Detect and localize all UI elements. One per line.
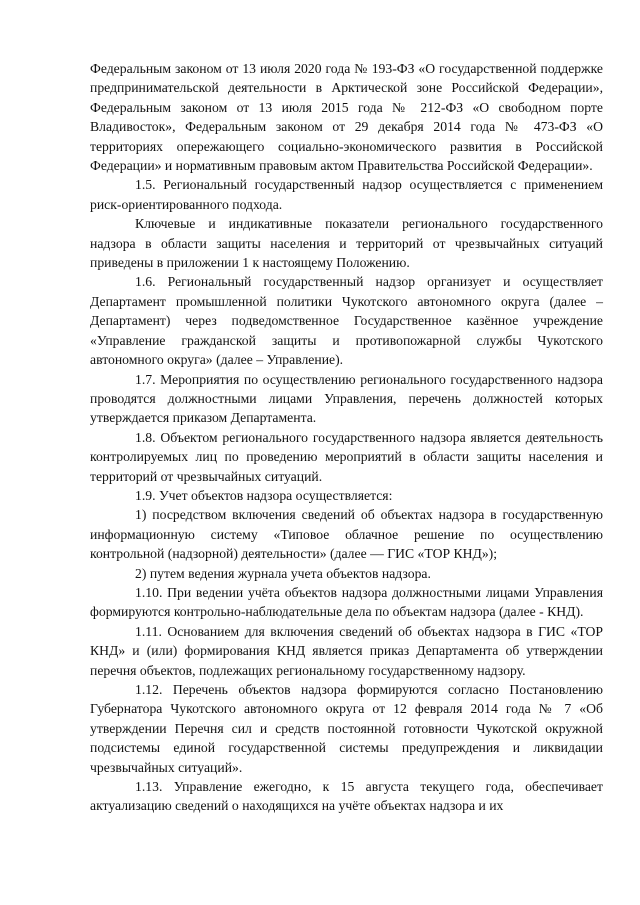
paragraph-1-13: 1.13. Управление ежегодно, к 15 августа текущего года, обеспечивает актуализацию сведений о находящихся на учёте объектах надзора и их [90,779,603,814]
paragraph-1-12: 1.12. Перечень объектов надзора формируются согласно Постановлению Губернатора Чукотского автономного округа от 12 февраля 2014 года № 7 «Об утверждении Перечня сил и средств постоянной готовности Чукотской окружной подсистемы единой государственной системы предупреждения и ликвидации чрезвычайных ситуаций». [90,682,603,775]
paragraph-key-indicators: Ключевые и индикативные показатели регионального государственного надзора в области защиты населения и территорий от чрезвычайных ситуаций приведены в приложении 1 к настоящему Положению. [90,216,603,271]
paragraph-1-5: 1.5. Региональный государственный надзор осуществляется с применением риск-ориентированного подхода. [90,177,603,212]
paragraph-1-7: 1.7. Мероприятия по осуществлению регионального государственного надзора проводятся должностными лицами Управления, перечень должностей которых утверждается приказом Департамента. [90,371,603,426]
document-page [90,59,603,816]
paragraph-1-10: 1.10. При ведении учёта объектов надзора должностными лицами Управления формируются контрольно-наблюдательные дела по объектам надзора (далее - КНД). [90,584,603,620]
paragraph-1-8: 1.8. Объектом регионального государственного надзора является деятельность контролируемых лиц по проведению мероприятий в области защиты населения и территорий от чрезвычайных ситуаций. [90,429,603,484]
paragraph-1-9-1: 1) посредством включения сведений об объектах надзора в государственную информационную систему «Типовое облачное решение по осуществлению контрольной (надзорной) деятельности» (далее — ГИС «ТОР КНД»); [90,507,603,562]
paragraph-1-9: 1.9. Учет объектов надзора осуществляется: [135,487,393,503]
paragraph-intro-continuation: Федеральным законом от 13 июля 2020 года № 193-ФЗ «О государственной поддержке предпринимательской деятельности в Арктической зоне Российской Федерации», Федеральным законом от 13 июля 2015 года № 212-ФЗ «О свободном порте Владивосток», Федеральным законом от 29 декабря 2014 года № 473-ФЗ «О территориях опережающего социально-экономического развития в Российской Федерации» и нормативным правовым актом Правительства Российской Федерации». [90,61,603,174]
paragraph-1-11: 1.11. Основанием для включения сведений об объектах надзора в ГИС «ТОР КНД» и (или) формирования КНД является приказ Департамента об утверждении перечня объектов, подлежащих региональному государственному надзору. [90,623,603,678]
paragraph-1-9-2: 2) путем ведения журнала учета объектов надзора. [135,565,431,581]
paragraph-1-6: 1.6. Региональный государственный надзор организует и осуществляет Департамент промышленной политики Чукотского автономного округа (далее – Департамент) через подведомственное Государственное казённое учреждение «Управление гражданской защиты и противопожарной службы Чукотского автономного округа» (далее – Управление). [90,274,603,368]
